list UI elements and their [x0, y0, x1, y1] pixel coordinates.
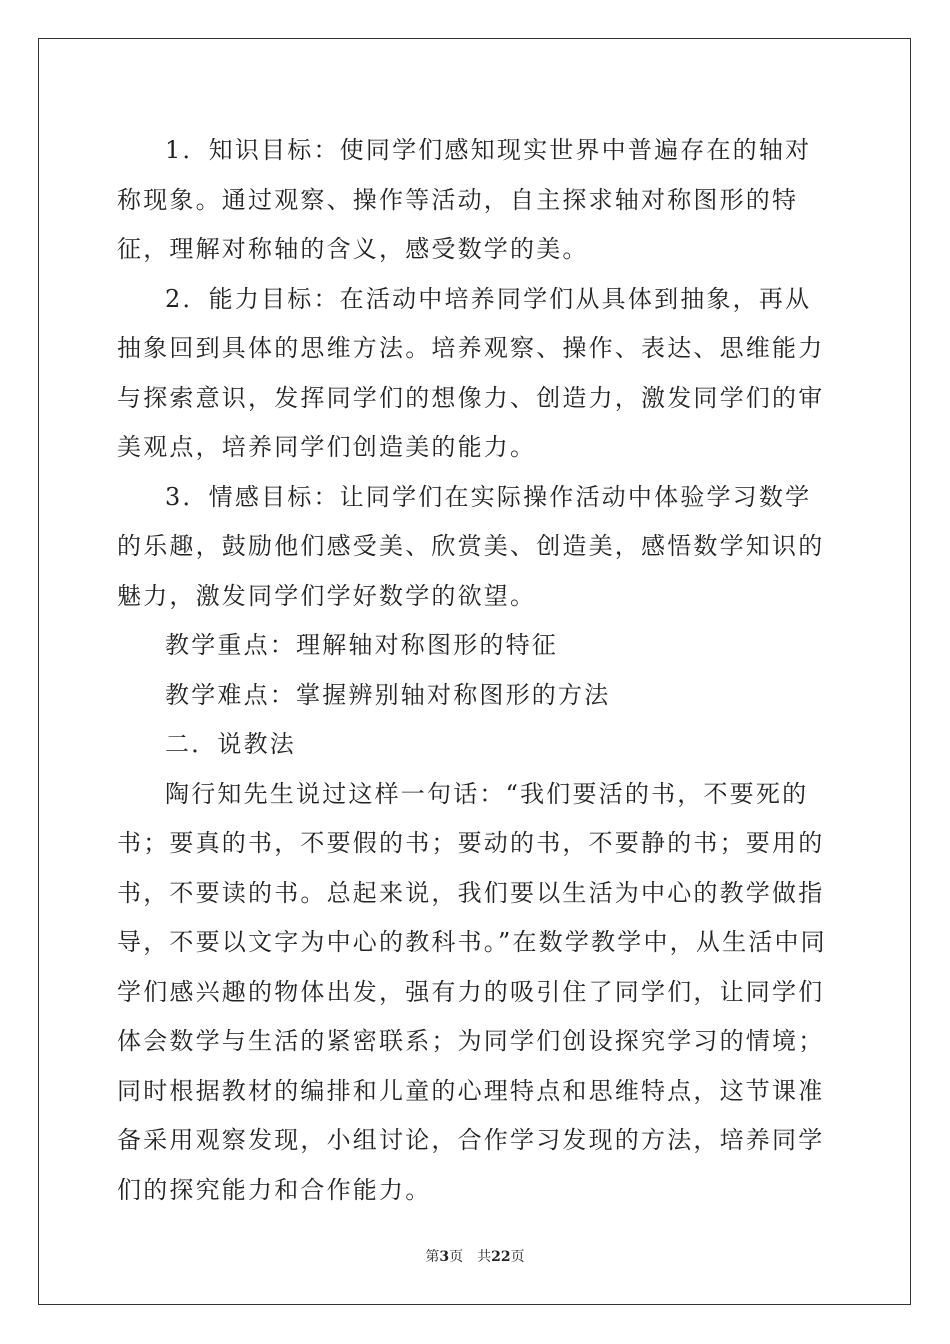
paragraph-teaching-focus: 教学重点：理解轴对称图形的特征: [165, 631, 558, 659]
footer-page-number: 3: [439, 1249, 450, 1265]
document-body: [117, 126, 837, 1215]
paragraph-emotion-goal: 3．情感目标：让同学们在实际操作活动中体验学习数学的乐趣，鼓励他们感受美、欣赏美、创造美，感悟数学知识的魅力，激发同学们学好数学的欲望。: [117, 482, 825, 610]
footer-total-number: 22: [491, 1249, 511, 1265]
footer-page-prefix: 第: [425, 1249, 440, 1265]
section-heading-teaching-method: 二．说教法: [165, 730, 296, 758]
paragraph-ability-goal: 2．能力目标：在活动中培养同学们从具体到抽象，再从抽象回到具体的思维方法。培养观察、操作、表达、思维能力与探索意识，发挥同学们的想像力、创造力，激发同学们的审美观点，培养同学们创造美的能力。: [117, 284, 825, 461]
paragraph-teaching-method: 陶行知先生说过这样一句话：“我们要活的书，不要死的书；要真的书，不要假的书；要动的书，不要静的书；要用的书，不要读的书。总起来说，我们要以生活为中心的教学做指导，不要以文字为中心的教科书。”在数学教学中，从生活中同学们感兴趣的物体出发，强有力的吸引住了同学们，让同学们体会数学与生活的紧密联系；为同学们创设探究学习的情境；同时根据教材的编排和儿童的心理特点和思维特点，这节课准备采用观察发现，小组讨论，合作学习发现的方法，培养同学们的探究能力和合作能力。: [117, 779, 827, 1204]
footer-total-suffix: 页: [510, 1249, 525, 1265]
footer-page-suffix: 页: [449, 1249, 464, 1265]
page-footer: [0, 1246, 950, 1266]
paragraph-teaching-difficulty: 教学难点：掌握辨别轴对称图形的方法: [165, 680, 611, 709]
paragraph-knowledge-goal: 1．知识目标：使同学们感知现实世界中普遍存在的轴对称现象。通过观察、操作等活动，自主探求轴对称图形的特征，理解对称轴的含义，感受数学的美。: [117, 136, 812, 263]
footer-total-prefix: 共: [477, 1249, 492, 1265]
